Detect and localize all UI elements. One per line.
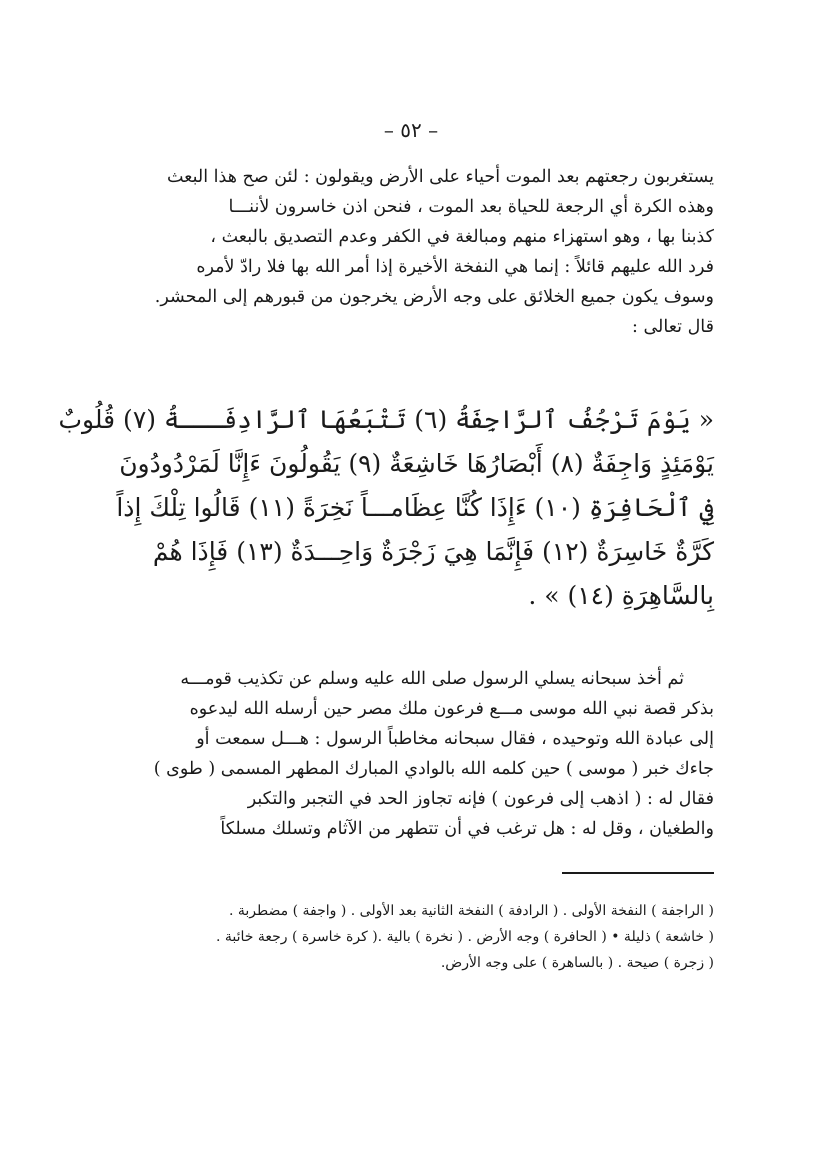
quran-verse-block	[58, 398, 714, 618]
text-line: فقال له : ( اذهب إلى فرعون ) فإنه تجاوز الحد في التجبر والتكبر	[247, 789, 714, 809]
text-line: ثم أخذ سبحانه يسلي الرسول صلى الله عليه وسلم عن تكذيب قومـــه	[180, 669, 684, 689]
text-line: فرد الله عليهم قائلاً : إنما هي النفخة الأخيرة إذا أمر الله بها فلا رادّ لأمره	[196, 257, 714, 277]
page-number: – ٥٢ –	[383, 118, 439, 142]
verse-line: بِالسَّاهِرَةِ (١٤) » .	[528, 581, 714, 610]
commentary-paragraph-2	[106, 664, 714, 844]
footnote-line: ( الراجفة ) النفخة الأولى . ( الرادفة ) النفخة الثانية بعد الأولى . ( واجفة ) مضطربة .	[228, 903, 714, 919]
footnote-line: ( زجرة ) صيحة . ( بالساهرة ) على وجه الأرض.	[440, 955, 714, 971]
verse-line: كَرَّةٌ خَاسِرَةٌ (١٢) فَإِنَّمَا هِيَ زَجْرَةٌ وَاحِـــدَةٌ (١٣) فَإِذَا هُمْ	[152, 537, 714, 566]
text-line: يستغربون رجعتهم بعد الموت أحياء على الأرض ويقولون : لئن صح هذا البعث	[166, 167, 714, 187]
text-line: قال تعالى :	[632, 317, 714, 337]
verse-line: يَوْمَئِذٍ وَاجِفَةٌ (٨) أَبْصَارُهَا خَاشِعَةٌ (٩) يَقُولُونَ ءَإِنَّا لَمَرْدُودُونَ	[119, 449, 714, 478]
footnotes	[102, 898, 714, 976]
verse-line: فِي ٱلْحَافِرَةِ (١٠) ءَإِذَا كُنَّا عِظَامـــاً نَخِرَةً (١١) قَالُوا تِلْكَ إِذاً	[116, 493, 714, 522]
text-line: وسوف يكون جميع الخلائق على وجه الأرض يخرجون من قبورهم إلى المحشر.	[154, 287, 714, 307]
verse-line: « يَوْمَ تَرْجُفُ ٱلرَّاجِفَةُ (٦) تَتْبَعُهَا ٱلرَّادِفَـــةُ (٧) قُلُوبٌ	[58, 405, 714, 434]
footnote-divider	[562, 872, 714, 874]
text-line: جاءك خبر ( موسى ) حين كلمه الله بالوادي المبارك المطهر المسمى ( طوى )	[153, 759, 714, 779]
text-line: وهذه الكرة أي الرجعة للحياة بعد الموت ، فنحن اذن خاسرون لأننـــا	[228, 197, 714, 217]
commentary-paragraph-1	[106, 162, 714, 342]
text-line: والطغيان ، وقل له : هل ترغب في أن تتطهر من الآثام وتسلك مسلكاً	[220, 819, 714, 839]
text-line: كذبنا بها ، وهو استهزاء منهم ومبالغة في الكفر وعدم التصديق بالبعث ،	[210, 227, 714, 247]
text-line: إلى عبادة الله وتوحيده ، فقال سبحانه مخاطباً الرسول : هـــل سمعت أو	[196, 729, 714, 749]
footnote-line: ( خاشعة ) ذليلة • ( الحافرة ) وجه الأرض . ( نخرة ) بالية .( كرة خاسرة ) رجعة خائبة .	[215, 929, 714, 945]
text-line: بذكر قصة نبي الله موسى مـــع فرعون ملك مصر حين أرسله الله ليدعوه	[189, 699, 714, 719]
